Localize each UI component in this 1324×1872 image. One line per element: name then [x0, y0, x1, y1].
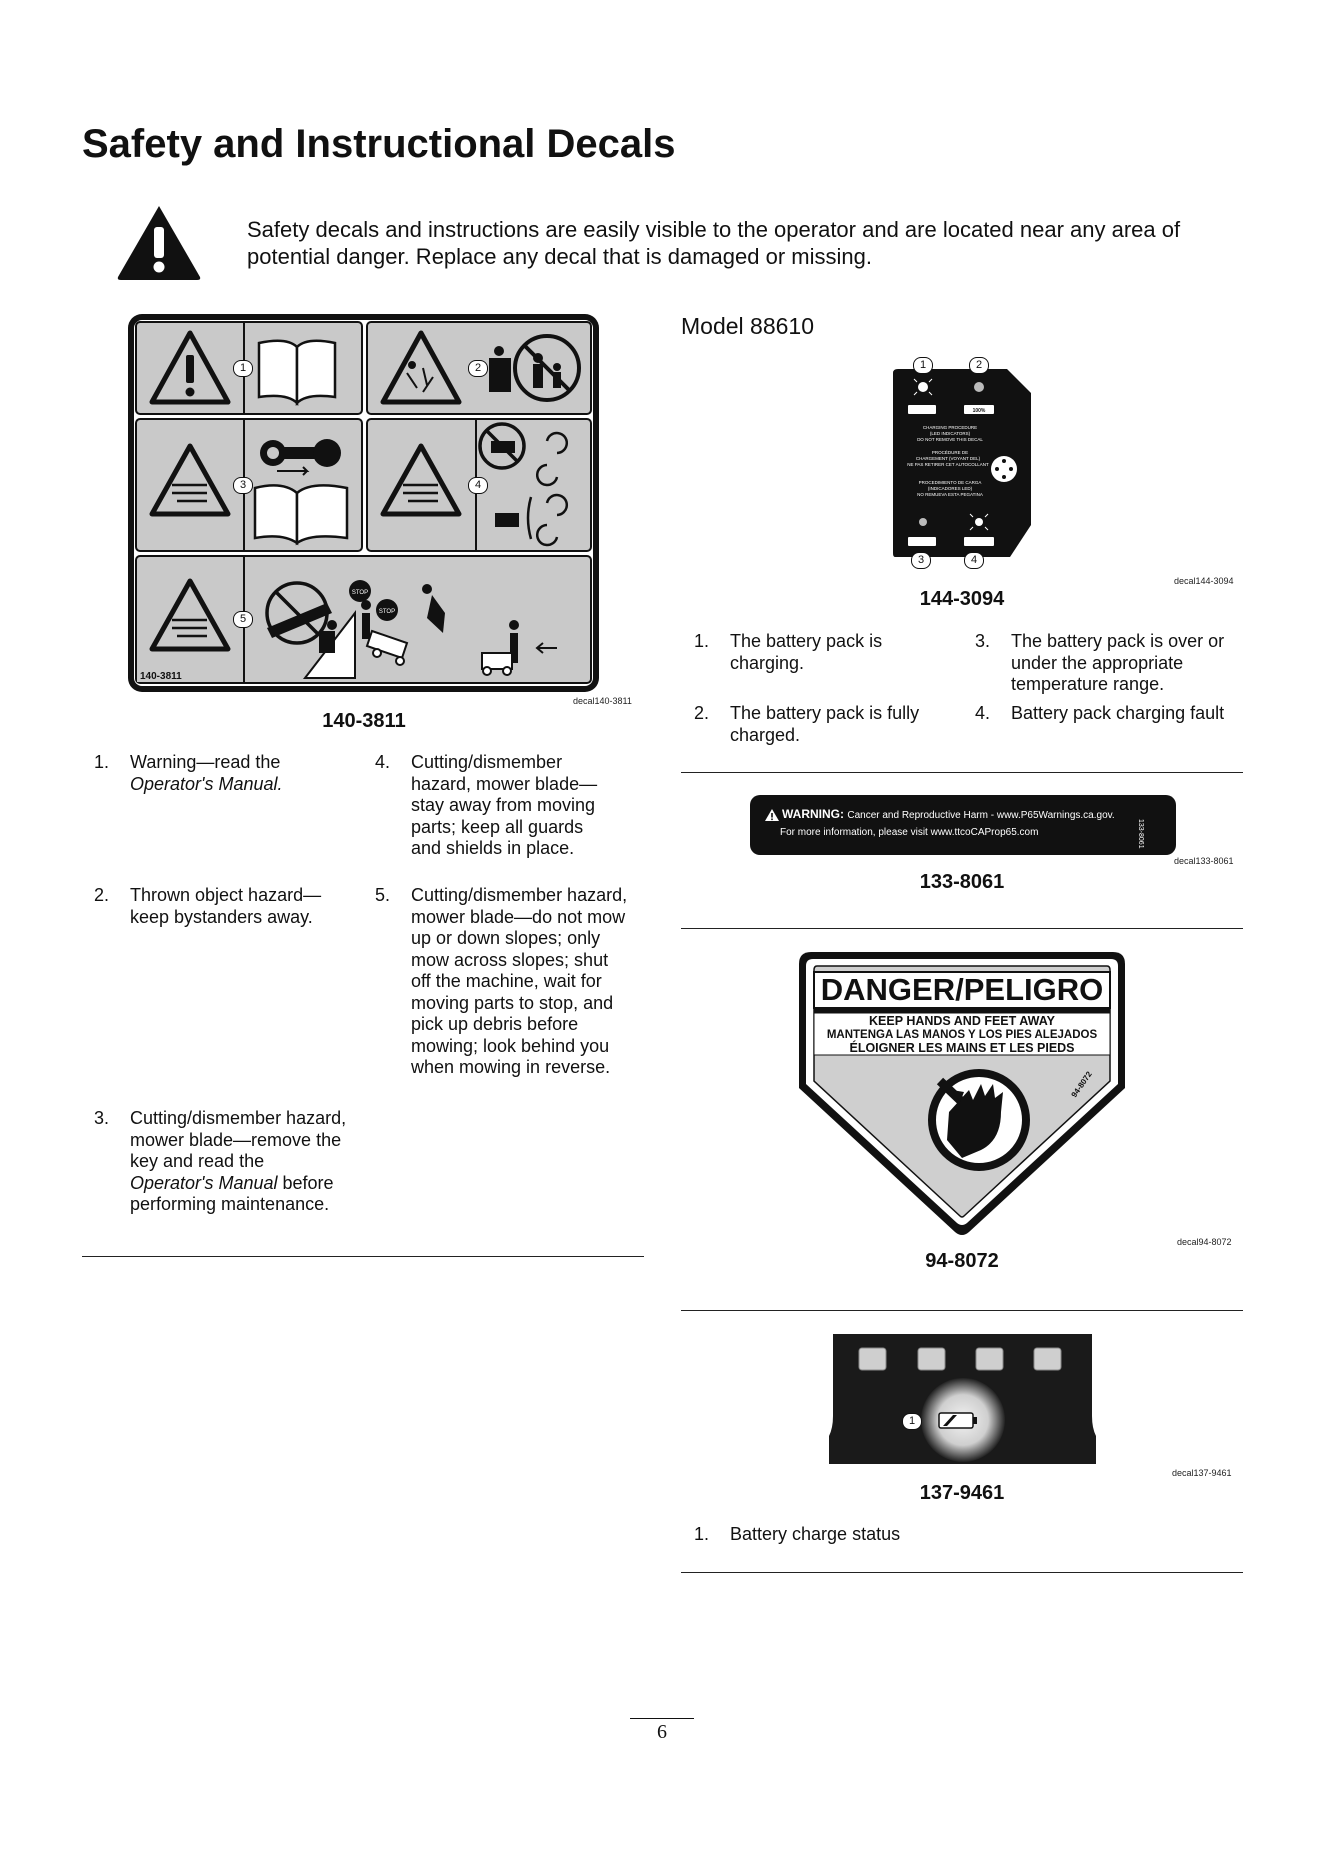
svg-text:DO NOT REMOVE THIS DECAL: DO NOT REMOVE THIS DECAL: [917, 437, 983, 442]
decal-140-3811: [127, 313, 600, 693]
divider: [681, 1572, 1243, 1573]
callout-5: 5: [233, 611, 253, 628]
svg-text:(INDICADORES LED): (INDICADORES LED): [927, 486, 973, 491]
divider: [681, 772, 1243, 773]
decal-ref: decal144-3094: [1174, 576, 1234, 586]
decal-144-3094-graphic: [890, 357, 1032, 565]
callout-1: 1: [233, 360, 253, 377]
divider: [681, 1310, 1243, 1311]
decal-137-9461-legend: 1. Battery charge status: [694, 1524, 901, 1544]
warning-triangle-icon: [115, 203, 203, 281]
decal-caption: 144-3094: [919, 588, 1005, 610]
stop-sign-label: STOP: [378, 609, 396, 615]
callout-2: 2: [969, 357, 989, 374]
decal-140-3811-graphic: [127, 313, 600, 693]
decal-ref: decal137-9461: [1172, 1468, 1232, 1478]
svg-text:NO REMUEVA ESTA PEGATINA: NO REMUEVA ESTA PEGATINA: [917, 492, 983, 497]
callout-3: 3: [233, 477, 253, 494]
page-title: Safety and Instructional Decals: [82, 122, 676, 166]
danger-line-2: MANTENGA LAS MANOS Y LOS PIES ALEJADOS: [826, 1028, 1098, 1041]
warning-word: WARNING:: [782, 807, 844, 821]
decal-caption: 94-8072: [925, 1250, 999, 1272]
decal-caption: 137-9461: [919, 1482, 1005, 1504]
model-label: Model 88610: [681, 313, 814, 339]
decal-caption: 140-3811: [322, 710, 406, 732]
decal-140-3811-legend: 1. Warning—read the Operator's Manual. 2. Thrown object hazard—keep bystanders away. 3. Cutting/dismember hazard, mower blade—remove the key and read the Operator's Manual before performing maintenance. 4. Cutting/dismember hazard, mower blade—stay away from moving parts; keep all guards and shields in place. 5. Cutting/dismember hazard, mower blade—do not mow up or down slopes; only mow across slopes; shut off the machine, wait for moving parts to stop, and pick up debris before mowing; look behind you when mowing in reverse.: [94, 752, 628, 1214]
danger-line-1: KEEP HANDS AND FEET AWAY: [869, 1014, 1055, 1028]
decal-ref: decal133-8061: [1174, 856, 1234, 866]
intro-text: Safety decals and instructions are easily visible to the operator and are located near any area of potential danger. Replace any decal that is damaged or missing.: [247, 217, 1181, 269]
decal-caption: 133-8061: [919, 871, 1005, 893]
danger-line-3: ÉLOIGNER LES MAINS ET LES PIEDS: [849, 1041, 1075, 1055]
warning-line-1: Cancer and Reproductive Harm - www.P65Warnings.ca.gov.: [847, 810, 1115, 821]
svg-text:CHARGING PROCEDURE: CHARGING PROCEDURE: [922, 425, 978, 430]
decal-side-number: 94-8072: [1069, 1069, 1094, 1100]
decal-144-3094: [890, 357, 1032, 565]
callout-1: 1: [913, 357, 933, 374]
decal-ref: decal94-8072: [1177, 1237, 1232, 1247]
decal-137-9461: [829, 1332, 1096, 1466]
callout-2: 2: [468, 360, 488, 377]
decal-part-number: 140-3811: [140, 671, 182, 682]
callout-1: 1: [902, 1413, 922, 1430]
svg-text:PROCEDIMIENTO DE CARGA: PROCEDIMIENTO DE CARGA: [918, 480, 982, 485]
percent-label: 100%: [972, 408, 986, 414]
warning-line-2: For more information, please visit www.ttcoCAProp65.com: [780, 827, 1039, 838]
page-number: 6: [630, 1718, 694, 1744]
callout-3: 3: [911, 552, 931, 569]
decal-133-8061: [750, 795, 1176, 855]
svg-text:NE PAS RETIRER CET AUTOCOLLANT: NE PAS RETIRER CET AUTOCOLLANT: [907, 462, 989, 467]
svg-text:PROCÉDURE DE: PROCÉDURE DE: [931, 450, 969, 455]
svg-text:CHARGEMENT (VOYANT DEL): CHARGEMENT (VOYANT DEL): [915, 456, 981, 461]
decal-144-3094-legend: 1. The battery pack is charging. 2. The battery pack is fully charged. 3. The battery pack is over or under the appropriate temperature range. 4. Battery pack charging fault: [694, 631, 1225, 745]
danger-header: DANGER/PELIGRO: [820, 972, 1104, 1007]
callout-4: 4: [964, 552, 984, 569]
decal-94-8072: [797, 950, 1127, 1236]
decal-ref: decal140-3811: [573, 696, 632, 706]
svg-text:(LED INDICATORS): (LED INDICATORS): [929, 431, 971, 436]
warning-triangle-icon: [764, 808, 780, 822]
callout-4: 4: [468, 477, 488, 494]
decal-137-9461-graphic: [829, 1332, 1096, 1466]
decal-side-number: 133-8061: [1137, 819, 1144, 849]
divider: [681, 928, 1243, 929]
stop-sign-label: STOP: [351, 590, 369, 596]
divider: [82, 1256, 644, 1257]
